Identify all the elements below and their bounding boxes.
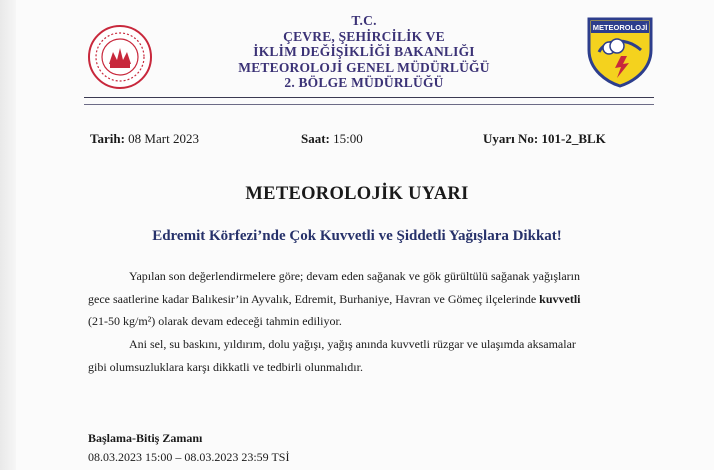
paragraph-advice: [88, 333, 628, 378]
paragraph-1-line-3: (21-50 kg/m²) olarak devam edeceği tahmin ediliyor.: [88, 314, 342, 329]
header-divider: [84, 97, 654, 105]
time-value: 15:00: [333, 131, 363, 146]
date-field: [90, 131, 199, 147]
header-line-3: İKLİM DEĞİŞİKLİĞİ BAKANLIĞI: [253, 44, 475, 60]
paragraph-1-line-1: Yapılan son değerlendirmelere göre; devam eden sağanak ve gök gürültülü sağanak yağışların: [129, 269, 580, 283]
institution-header: [199, 13, 529, 91]
validity-label: Başlama-Bitiş Zamanı: [88, 431, 203, 445]
date-label: Tarih:: [90, 131, 125, 146]
validity-value: 08.03.2023 15:00 – 08.03.2023 23:59 TSİ: [88, 450, 290, 464]
warning-number-value: 101-2_BLK: [541, 131, 606, 146]
paragraph-2-line-2: gibi olumsuzluklara karşı dikkatli ve tedbirli olunmalıdır.: [88, 359, 363, 374]
warning-number-label: Uyarı No:: [483, 131, 539, 146]
header-line-2: ÇEVRE, ŞEHİRCİLİK VE: [283, 28, 445, 44]
document-subtitle: Edremit Körfezi’nde Çok Kuvvetli ve Şiddetli Yağışlara Dikkat!: [152, 228, 562, 244]
paragraph-2-line-1: Ani sel, su baskını, yıldırım, dolu yağışı, yağış anında kuvvetli rüzgar ve ulaşımda aksamalar: [129, 337, 576, 351]
header-line-5: 2. BÖLGE MÜDÜRLÜĞÜ: [284, 75, 444, 91]
meteorology-shield-icon: [585, 16, 655, 88]
paragraph-1-line-2: [88, 288, 628, 311]
paragraph-forecast: [88, 265, 628, 333]
warning-number-field: [483, 131, 606, 147]
header-line-4: METEOROLOJİ GENEL MÜDÜRLÜĞÜ: [238, 59, 490, 75]
time-label: Saat:: [301, 131, 330, 146]
paragraph-1-line-2-text: gece saatlerine kadar Balıkesir’in Ayvalık, Edremit, Burhaniye, Havran ve Gömeç ilçelerinde: [88, 291, 540, 306]
date-value: 08 Mart 2023: [128, 131, 199, 146]
ministry-emblem-icon: [87, 24, 153, 90]
header-line-1: T.C.: [351, 13, 377, 28]
letterhead: [0, 0, 714, 100]
paragraph-1-emphasis: kuvvetli: [539, 291, 581, 306]
shield-logo-text: METEOROLOJİ: [592, 23, 648, 32]
time-field: [301, 131, 363, 147]
document-title: METEOROLOJİK UYARI: [245, 184, 469, 204]
